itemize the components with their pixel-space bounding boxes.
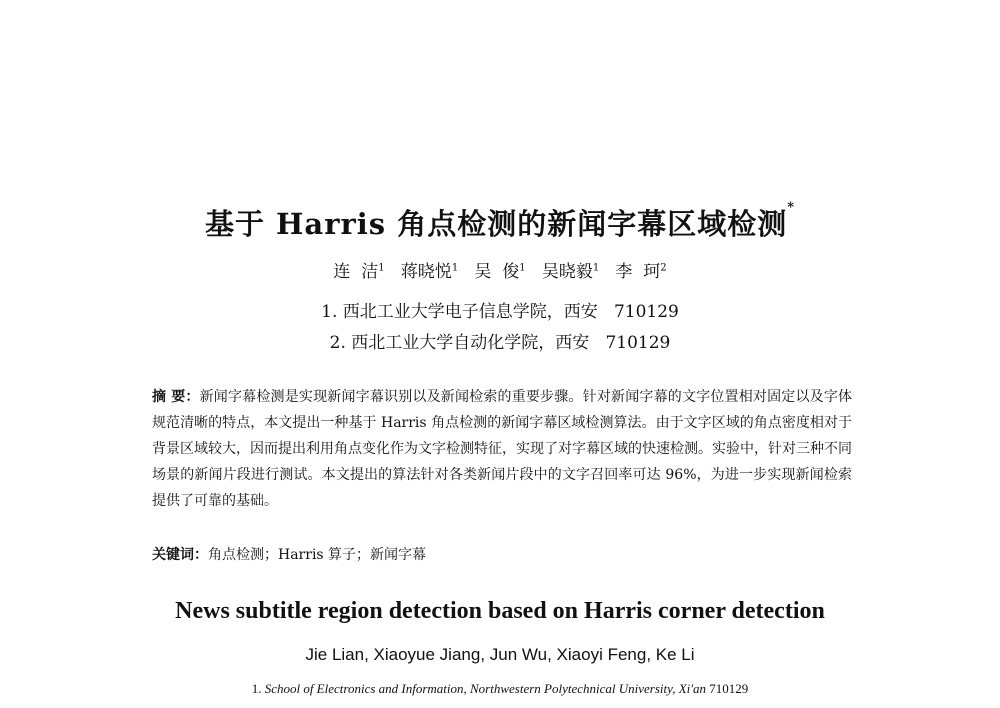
english-affiliation-text: School of Electronics and Information, Northwestern Polytechnical University, Xi'an bbox=[264, 681, 707, 696]
author-name: 吴晓毅 bbox=[541, 262, 593, 282]
keywords-label: 关键词： bbox=[152, 547, 208, 563]
author-affiliation-mark: 2 bbox=[660, 262, 667, 274]
abstract bbox=[152, 384, 852, 514]
affiliation-1: 1. 西北工业大学电子信息学院，西安 710129 bbox=[321, 302, 679, 322]
english-author-list: Jie Lian, Xiaoyue Jiang, Jun Wu, Xiaoyi Feng, Ke Li bbox=[305, 645, 695, 664]
chinese-title-text: 基于 Harris 角点检测的新闻字幕区域检测 bbox=[204, 207, 788, 241]
author-name: 蒋晓悦 bbox=[400, 262, 452, 282]
english-affiliation-number: 1. bbox=[251, 681, 262, 696]
keywords-text: 角点检测；Harris 算子；新闻字幕 bbox=[208, 547, 427, 563]
author-affiliation-mark: 1 bbox=[519, 262, 526, 274]
chinese-author-list bbox=[0, 257, 1000, 282]
english-affiliation bbox=[0, 681, 1000, 697]
english-title: News subtitle region detection based on Harris corner detection bbox=[175, 598, 825, 624]
abstract-label: 摘 要： bbox=[152, 389, 200, 405]
title-footnote-mark: * bbox=[787, 200, 796, 215]
english-affiliation-postcode: 710129 bbox=[709, 681, 749, 696]
affiliation-2: 2. 西北工业大学自动化学院，西安 710129 bbox=[329, 333, 671, 353]
author-name: 李 珂 bbox=[615, 262, 661, 282]
author-affiliation-mark: 1 bbox=[451, 262, 459, 274]
author-name: 连 洁 bbox=[333, 262, 379, 282]
author-affiliation-mark: 1 bbox=[592, 262, 600, 274]
abstract-text: 新闻字幕检测是实现新闻字幕识别以及新闻检索的重要步骤。针对新闻字幕的文字位置相对固定以及字体规范清晰的特点，本文提出一种基于 Harris 角点检测的新闻字幕区域检测算法。由于文字区域的角点密度相对于背景区域较大，因而提出利用角点变化作为文字检测特征，实现了对字幕区域的快速检测。实验中，针对三种不同场景的新闻片段进行测试。本文提出的算法针对各类新闻片段中的文字召回率可达 96%，为进一步实现新闻检索提供了可靠的基础。 bbox=[152, 389, 853, 509]
keywords bbox=[152, 544, 852, 564]
author-affiliation-mark: 1 bbox=[378, 262, 385, 274]
chinese-title bbox=[0, 202, 1000, 243]
author-name: 吴 俊 bbox=[474, 262, 520, 282]
